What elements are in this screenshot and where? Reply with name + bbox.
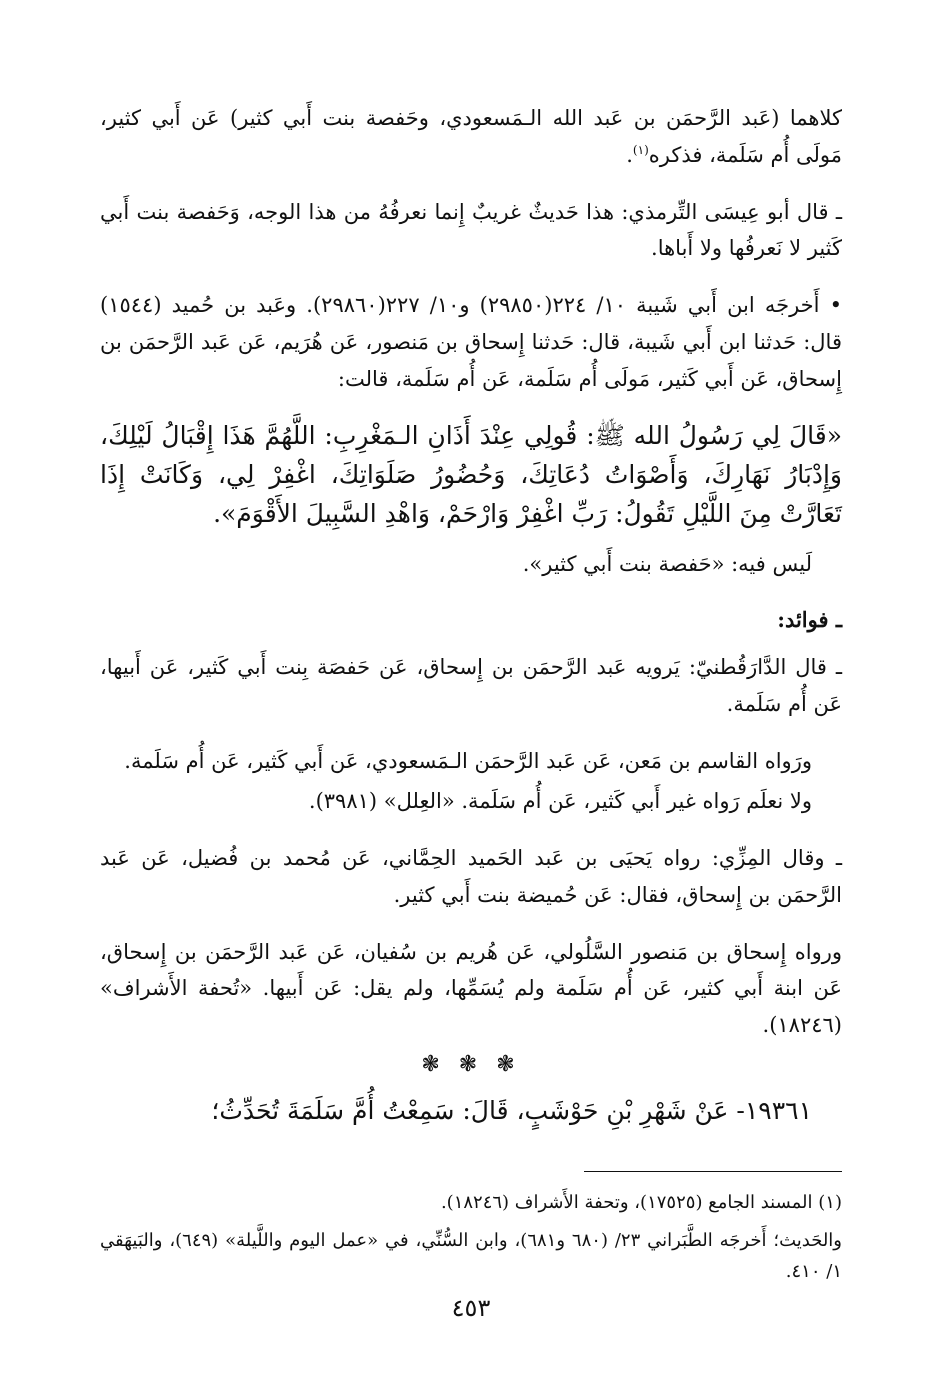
page-body: [100, 100, 842, 1296]
footnote-2: والحَديث؛ أَخرجَه الطَّبَراني ٢٣/ (٦٨٠ و٦٨١)، وابن السُّنِّي، في «عمل اليوم واللَّيلة» (٦٤٩)، والبَيهَقي ١/ ٤١٠.: [100, 1230, 842, 1282]
paragraph-tirmidhi: ـ قال أبو عِيسَى التِّرمذي: هذا حَديثٌ غريبٌ إِنما نعرفُهُ من هذا الوجه، وَحَفصة بنت أَبي كَثير لا نَعرفُها ولا أَباها.: [100, 199, 842, 261]
footnote-divider: [584, 1171, 842, 1172]
section-heading-fawaid: ـ فوائد:: [777, 607, 842, 633]
paragraph-daraqutni: ـ قال الدَّارَقُطنيّ: يَرويه عَبد الرَّحمَن بن إِسحاق، عَن حَفصَة بِنت أَبي كَثير، عَن أَبيها، عَن أُم سَلَمة.: [100, 655, 842, 716]
paragraph-takhrij: • أَخرجَه ابن أَبي شَيبة ١٠/ ٢٢٤(٢٩٨٥٠) و١٠/ ٢٢٧(٢٩٨٦٠). وعَبد بن حُميد (١٥٤٤) قال: حَدثنا ابن أَبي شَيبة، قال: حَدثنا إِسحاق بن مَنصور، عَن هُرَيم، عَن عَبد الرَّحمَن بن إِسحاق، عَن أَبي كَثير، مَولَى أُم سَلَمة، عَن أُم سَلَمة، قالت:: [100, 293, 842, 391]
paragraph-1-end: .: [626, 142, 633, 167]
footnote-marker[interactable]: (١): [632, 142, 649, 157]
paragraph-saluli: ورواه إِسحاق بن مَنصور السَّلُولي، عَن هُريم بن سُفيان، عَن عَبد الرَّحمَن بن إِسحاق، عَن ابنة أَبي كثير، عَن أُم سَلَمة ولم يُسَمِّها، ولم يقل: عَن أَبيها. «تُحفة الأَشراف» (١٨٢٤٦).: [100, 939, 842, 1037]
section-separator: ❃ ❃ ❃: [421, 1051, 521, 1077]
hadith-heading: ١٩٣٦١- عَنْ شَهْرِ بْنِ حَوْشَبٍ، قَالَ: سَمِعْتُ أُمَّ سَلَمَةَ تُحَدِّثُ؛: [211, 1095, 812, 1125]
paragraph-note: لَيس فيه: «حَفصة بنت أَبي كثير».: [522, 551, 812, 576]
paragraph-qasim: ورَواه القاسم بن مَعن، عَن عَبد الرَّحمَن الـمَسعودي، عَن أَبي كَثير، عَن أُم سَلَمة.: [124, 748, 812, 773]
paragraph-1-text: كلاهما (عَبد الرَّحمَن بن عَبد الله الـمَسعودي، وحَفصة بنت أَبي كثير) عَن أَبي كثير، مَولَى أُم سَلَمة، فذكره: [100, 106, 842, 167]
paragraph-ilal: ولا نعلَم رَواه غير أَبي كَثير، عَن أُم سَلَمة. «العِلل» (٣٩٨١).: [308, 789, 812, 814]
paragraph-1: [100, 100, 842, 174]
paragraph-hadith-text: «قَالَ لِي رَسُولُ الله ﷺ: قُولِي عِنْدَ أَذَانِ الـمَغْرِبِ: اللَّهُمَّ هَذَا إِقْبَالُ لَيْلِكَ، وَإِدْبَارُ نَهَارِكَ، وَأَصْوَاتُ دُعَاتِكَ، وَحُضُورُ صَلَوَاتِكَ، اغْفِرْ لِي، وَكَانَتْ إِذَا تَعَارَّتْ مِنَ اللَّيْلِ تَقُولُ: رَبِّ اغْفِرْ وَارْحَمْ، وَاهْدِ السَّبِيلَ الأَقْوَمَ».: [100, 421, 842, 528]
paragraph-mizzi: ـ وقال المِزِّي: رواه يَحيَى بن عَبد الحَميد الحِمَّاني، عَن مُحمد بن فُضيل، عَن عَبد الرَّحمَن بن إِسحاق، فقال: عَن حُميضة بنت أَبي كثير.: [100, 846, 842, 907]
page-number: ٤٥٣: [451, 1294, 491, 1322]
footnote-1: (١) المسند الجامع (١٧٥٢٥)، وتحفة الأَشراف (١٨٢٤٦).: [440, 1191, 842, 1213]
